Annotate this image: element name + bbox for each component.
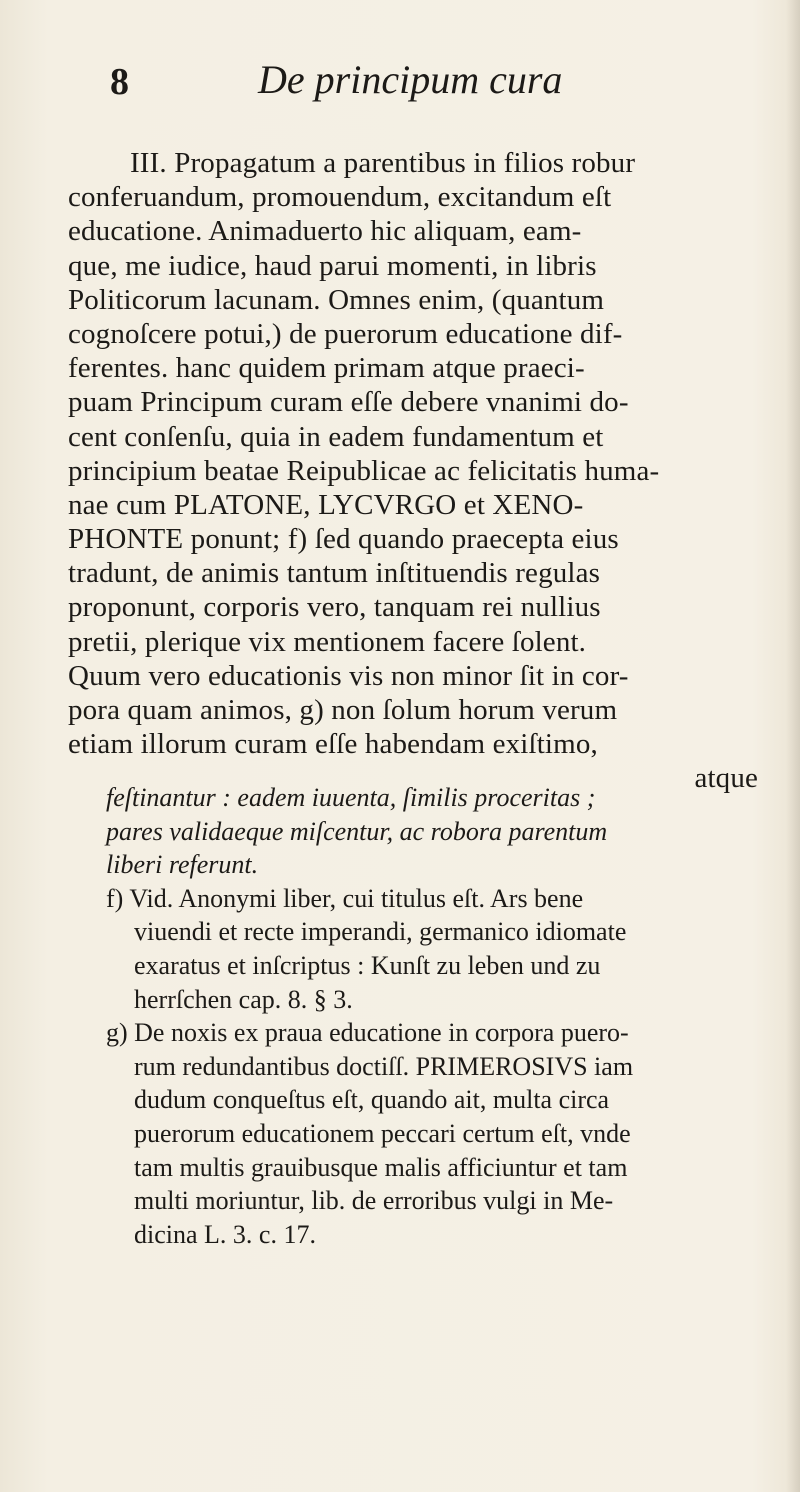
- text-line: etiam illorum curam eſſe habendam exiſtimo,: [68, 728, 598, 761]
- footnote-f: f) Vid. Anonymi liber, cui titulus eſt. Ars bene: [106, 883, 584, 913]
- text-line: principium beatae Reipublicae ac felicitatis huma-: [68, 454, 660, 487]
- running-title: De principum cura: [258, 57, 563, 102]
- text-line: Politicorum lacunam. Omnes enim, (quantum: [68, 283, 605, 316]
- text-line: educatione. Animaduerto hic aliquam, eam-: [68, 215, 582, 248]
- text-line: cent conſenſu, quia in eadem fundamentum et: [68, 420, 604, 453]
- footnote-line: dicina L. 3. c. 17.: [134, 1219, 316, 1249]
- footnote-line: exaratus et inſcriptus : Kunſt zu leben und zu: [134, 950, 601, 980]
- footnote-g: g) De noxis ex praua educatione in corpora puero-: [106, 1018, 629, 1048]
- text-line: conferuandum, promouendum, excitandum eſt: [68, 181, 612, 214]
- footnote-line: rum redundantibus doctiſſ. PRIMEROSIVS iam: [134, 1051, 634, 1081]
- running-head: [30, 56, 770, 116]
- text-line: que, me iudice, haud parui momenti, in libris: [68, 249, 597, 282]
- text-line: ferentes. hanc quidem primam atque praeci-: [68, 352, 585, 385]
- footnote-line: liberi referunt.: [106, 850, 259, 880]
- text-line: puam Principum curam eſſe debere vnanimi do-: [68, 386, 629, 419]
- text-line: pretii, plerique vix mentionem facere ſolent.: [68, 625, 587, 658]
- main-text: [68, 146, 768, 796]
- page-edge-shadow: [786, 0, 800, 1492]
- footnote-line: viuendi et recte imperandi, germanico idiomate: [134, 917, 627, 947]
- footnote-line: dudum conqueſtus eſt, quando ait, multa circa: [134, 1085, 610, 1115]
- text-line: nae cum PLATONE, LYCVRGO et XENO-: [68, 488, 584, 521]
- text-line: pora quam animos, g) non ſolum horum verum: [68, 694, 618, 726]
- footnote-line: puerorum educationem peccari certum eſt, vnde: [134, 1118, 631, 1148]
- text-line: Quum vero educationis vis non minor ſit in cor-: [68, 659, 629, 692]
- footnote-line: herrſchen cap. 8. § 3.: [134, 984, 353, 1014]
- text-line: cognoſcere potui,) de puerorum educatione dif-: [68, 317, 623, 350]
- catchword: atque: [694, 762, 758, 795]
- footnote-line: multi moriuntur, lib. de erroribus vulgi in Me-: [134, 1186, 614, 1216]
- footnotes: [106, 781, 776, 1251]
- text-line: proponunt, corporis vero, tanquam rei nullius: [68, 591, 601, 624]
- footnote-line: feſtinantur : eadem iuuenta, ſimilis proceritas ;: [106, 783, 596, 812]
- text-line: III. Propagatum a parentibus in filios robur: [130, 147, 636, 179]
- text-line: tradunt, de animis tantum inſtituendis regulas: [68, 557, 601, 590]
- text-line: PHONTE ponunt; f) ſed quando praecepta eius: [68, 523, 619, 556]
- footnote-line: tam multis grauibusque malis afficiuntur et tam: [134, 1152, 628, 1182]
- page-number: 8: [110, 61, 129, 103]
- footnote-line: pares validaeque miſcentur, ac robora parentum: [106, 816, 608, 846]
